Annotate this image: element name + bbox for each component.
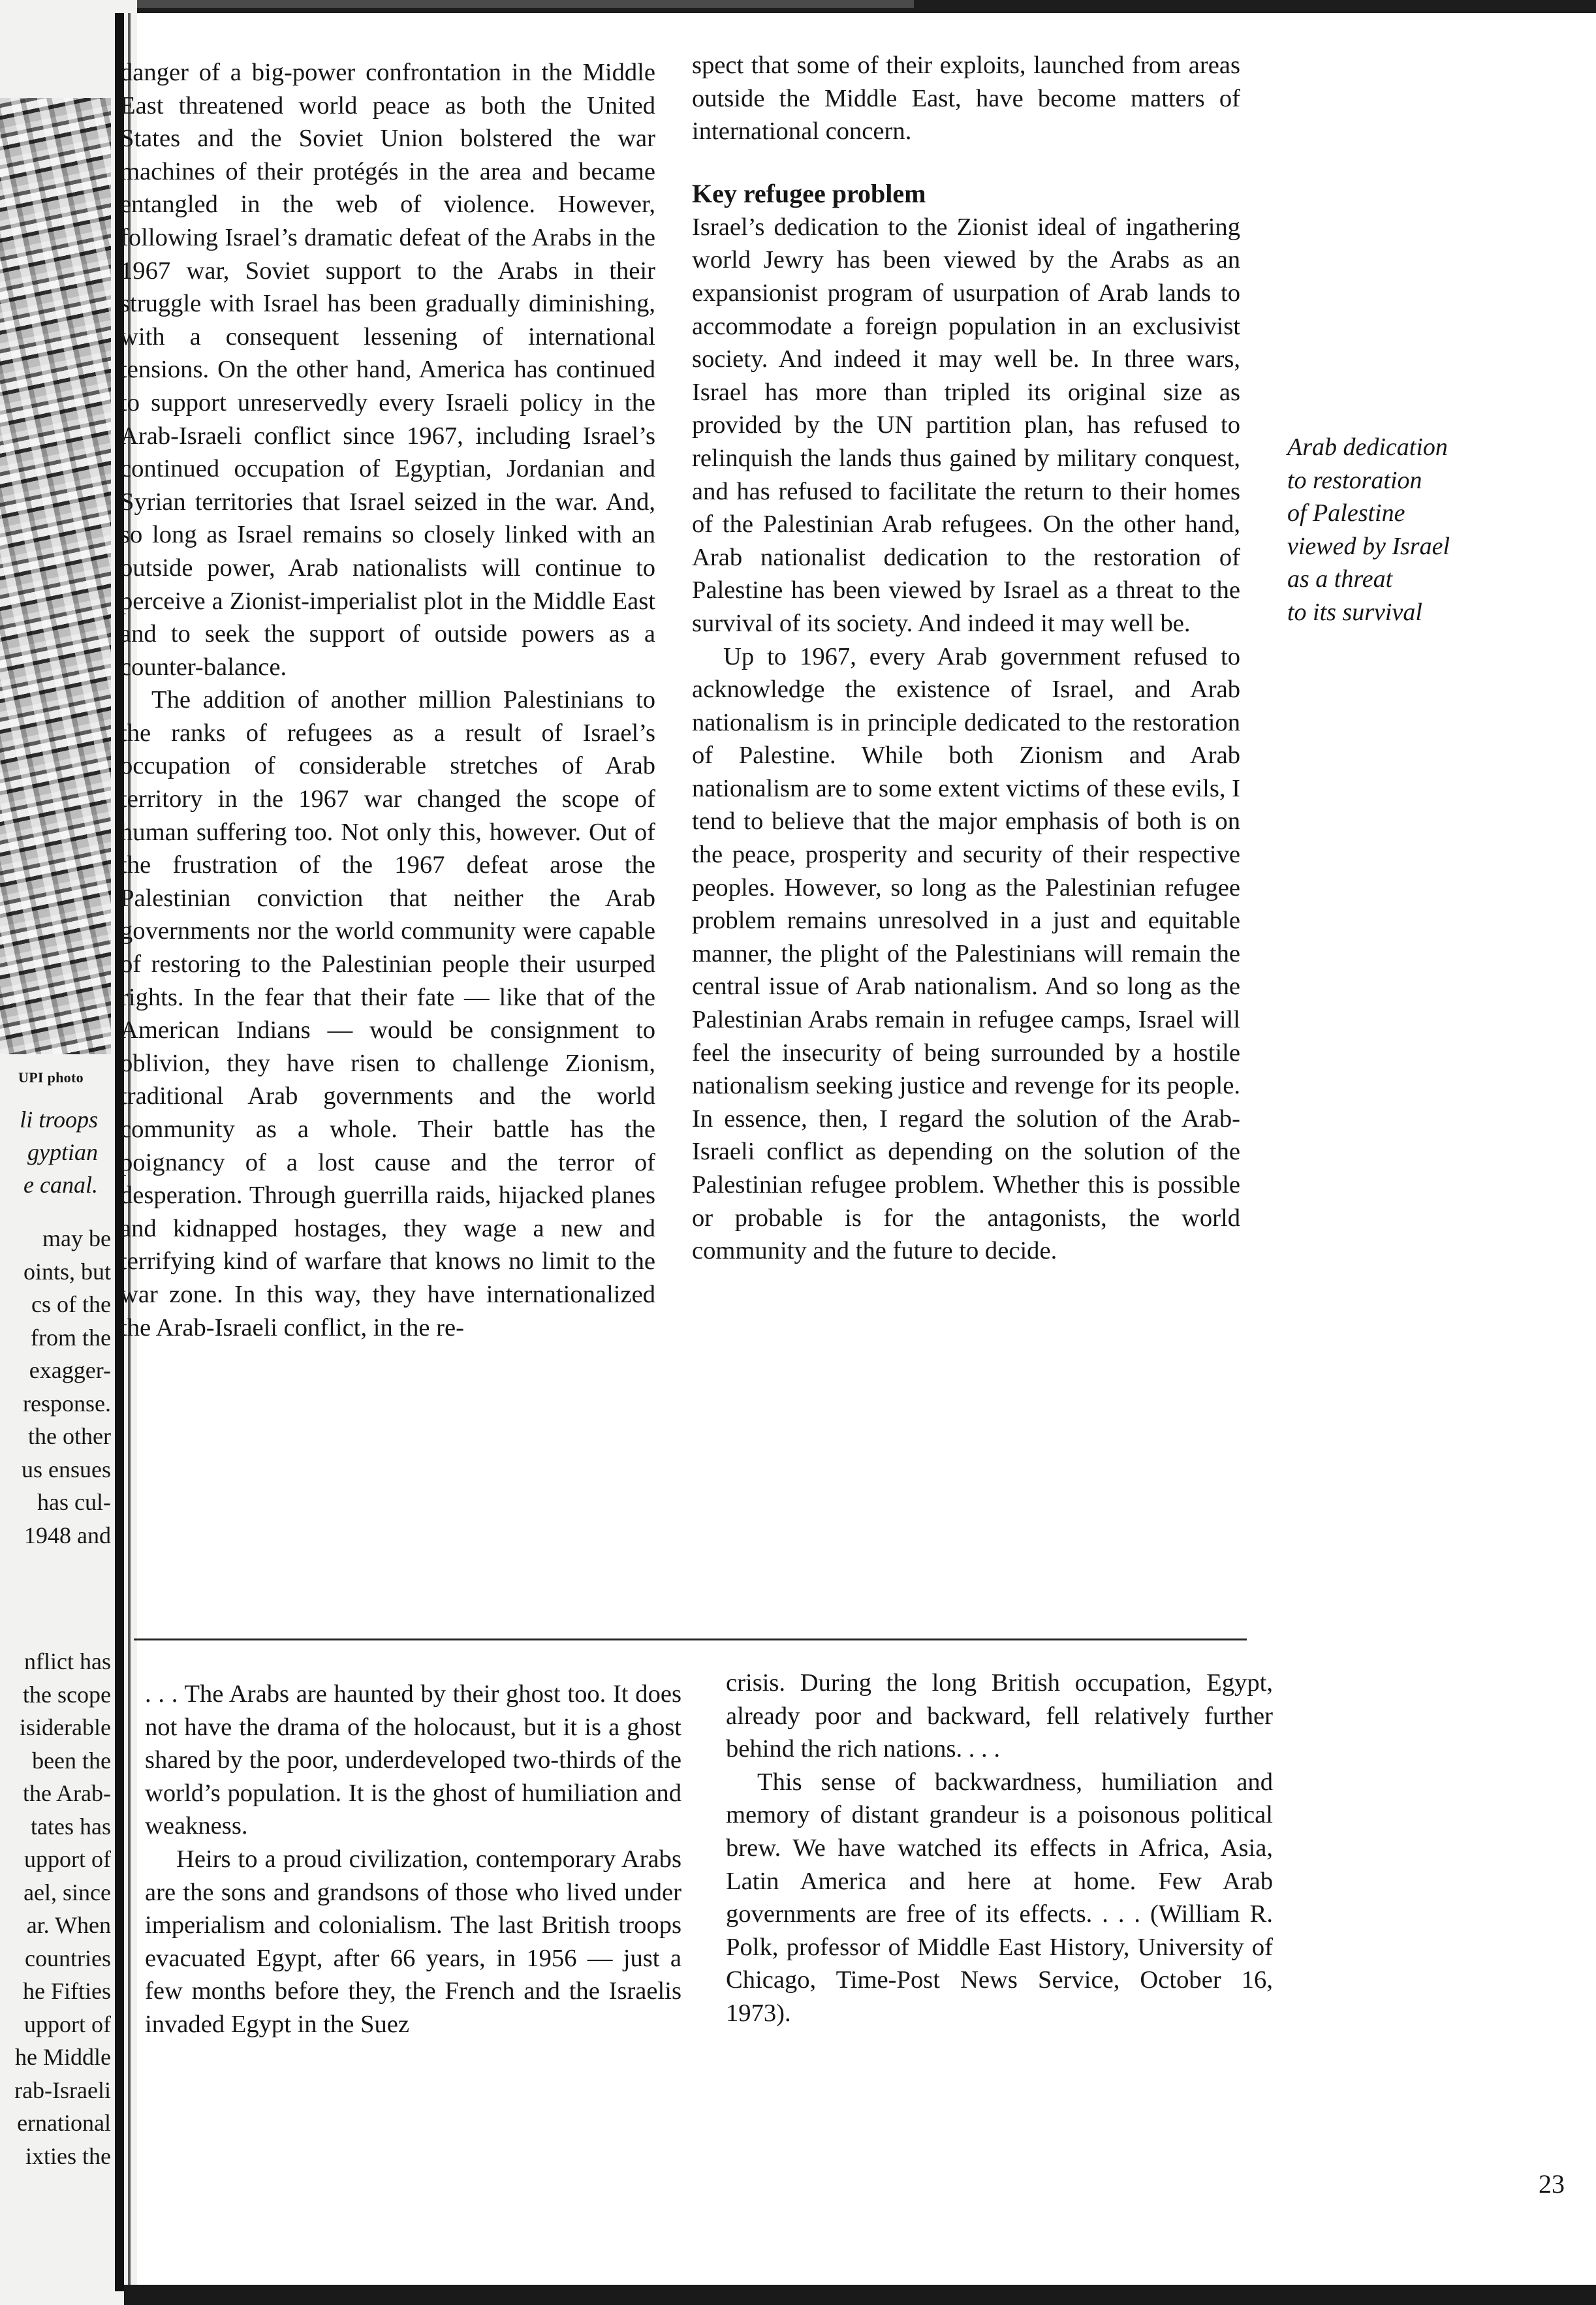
fragment-line: isiderable <box>20 1714 111 1740</box>
fragment-line: the Arab- <box>23 1780 111 1806</box>
fragment-line: has cul- <box>37 1489 111 1515</box>
quote-column-right <box>726 1667 1273 2030</box>
paragraph: danger of a big-power confrontation in the Middle East threatened world peace as both the United States and the Soviet Union bolstered the war machines of their protégés in the area and became entangled in the web of violence. However, following Israel’s dramatic defeat of the Arabs in the 1967 war, Soviet support to the Arabs in their struggle with Israel has been gradually diminishing, with a consequent lessening of international tensions. On the other hand, America has continued to support unreservedly every Israeli policy in the Arab-Israeli conflict since 1967, including Israel’s continued occupation of Egyptian, Jordanian and Syrian territories that Israel seized in the war. And, so long as Israel remains so closely linked with an outside power, Arab nationalists will continue to perceive a Zionist-imperialist plot in the Middle East and to seek the support of outside powers as a counter-balance. <box>120 59 655 681</box>
paragraph: . . . The Arabs are haunted by their ghost too. It does not have the drama of the holocaust, but it is a ghost shared by the poor, underdeveloped two-thirds of the world’s population. It is the ghost of humiliation and weakness. <box>145 1680 681 1840</box>
paragraph: The addition of another million Palestinians to the ranks of refugees as a result of Israel’s occupation of considerable stretches of Arab territory in the 1967 war changed the scope of human suffering too. Not only this, however. Out of the frustration of the 1967 defeat arose the Palestinian conviction that neither the Arab governments nor the world community were capable of restoring to the Palestinian people their usurped rights. In the fear that their fate — like that of the American Indians — would be consignment to oblivion, they have risen to challenge Zionism, traditional Arab governments and the world community as a whole. Their battle has the poignancy of a lost cause and the terror of desperation. Through guerrilla raids, hijacked planes and kidnapped hostages, they wage a new and terrifying kind of warfare that knows no limit to the war zone. In this way, they have internationalized the Arab-Israeli conflict, in the re- <box>120 686 655 1341</box>
paragraph: crisis. During the long British occupation, Egypt, already poor and backward, fell relatively further behind the rich nations. . . . <box>726 1669 1273 1763</box>
scan-bottom-edge <box>124 2285 1596 2305</box>
body-column-right <box>692 49 1240 1268</box>
fragment-line: tates has <box>31 1813 111 1840</box>
body-column-left <box>120 56 655 1344</box>
paragraph: Heirs to a proud civilization, contemporary Arabs are the sons and grandsons of those who lived under imperialism and colonialism. The last British troops evacuated Egypt, after 66 years, in 1956 — just a few months before they, the French and the Israelis invaded Egypt in the Suez <box>145 1845 681 2038</box>
facing-page-text-upper <box>0 1222 111 1552</box>
fragment-line: nflict has <box>24 1648 111 1674</box>
paragraph: Israel’s dedication to the Zionist ideal of ingathering world Jewry has been viewed by the Arabs as an expansionist program of usurpation of Arab lands to accommodate a foreign population in an exclusivist society. And indeed it may well be. In three wars, Israel has more than tripled its original size as provided by the UN partition plan, has refused to relinquish the lands thus gained by military conquest, and has refused to facilitate the return to their homes of the Palestinian Arab refugees. On the other hand, Arab nationalist dedication to the restoration of Palestine has been viewed by Israel as a threat to the survival of its society. And indeed it may well be. <box>692 213 1240 637</box>
fragment-line: countries <box>25 1945 111 1971</box>
fragment-line: he Fifties <box>23 1978 111 2004</box>
fragment-line: been the <box>32 1747 111 1774</box>
fragment-line: the scope <box>23 1681 111 1708</box>
fragment-line: may be <box>42 1225 111 1251</box>
caption-line: li troops <box>20 1106 98 1133</box>
facing-page-text-lower <box>0 1645 111 2172</box>
page-number: 23 <box>1539 2169 1565 2199</box>
facing-page-photo <box>0 98 111 1054</box>
fragment-line: upport of <box>24 2011 111 2037</box>
fragment-line: he Middle <box>15 2044 111 2070</box>
margin-pull-quote <box>1287 431 1503 629</box>
fragment-line: exagger- <box>29 1357 111 1383</box>
fragment-line: us ensues <box>22 1456 111 1482</box>
facing-page-caption <box>0 1103 98 1201</box>
fragment-line: the other <box>28 1423 111 1449</box>
photo-credit: UPI photo <box>18 1069 84 1086</box>
section-heading: Key refugee problem <box>692 178 926 208</box>
fragment-line: 1948 and <box>24 1522 111 1548</box>
paragraph: This sense of backwardness, humiliation and memory of distant grandeur is a poisonous political brew. We have watched its effects in Africa, Asia, Latin America and here at home. Few Arab governments are free of its effects. . . . (William R. Polk, professor of Middle East History, University of Chicago, Time-Post News Service, October 16, 1973). <box>726 1768 1273 2027</box>
fragment-line: from the <box>31 1324 111 1351</box>
scan-top-edge <box>0 0 1596 13</box>
fragment-line: upport of <box>24 1846 111 1872</box>
fragment-line: ernational <box>17 2110 111 2136</box>
paragraph: Up to 1967, every Arab government refused to acknowledge the existence of Israel, and Arab nationalism is in principle dedicated to the restoration of Palestine. While both Zionism and Arab nationalism are to some extent victims of these evils, I tend to believe that the major emphasis of both is on the peace, prosperity and security of their respective peoples. However, so long as the Palestinian refugee problem remains unresolved in a just and equitable manner, the plight of the Palestinians will remain the central issue of Arab nationalism. And so long as the Palestinian Arabs remain in refugee camps, Israel will feel the insecurity of being surrounded by a hostile nationalism seeking justice and revenge for its people. In essence, then, I regard the solution of the Arab-Israeli conflict as depending on the solution of the Palestinian refugee problem. Whether this is possible or probable is for the antagonists, the world community and the future to decide. <box>692 642 1240 1265</box>
pull-quote-line: viewed by Israel <box>1287 532 1450 560</box>
quote-column-left <box>145 1678 681 2041</box>
fragment-line: oints, but <box>23 1258 111 1285</box>
caption-line: e canal. <box>23 1172 98 1198</box>
pull-quote-line: as a threat <box>1287 565 1393 593</box>
fragment-line: cs of the <box>31 1291 111 1317</box>
pull-quote-line: Arab dedication <box>1287 433 1448 461</box>
pull-quote-line: to restoration <box>1287 466 1422 494</box>
pull-quote-line: of Palestine <box>1287 499 1405 527</box>
fragment-line: ael, since <box>23 1879 111 1905</box>
fragment-line: response. <box>23 1390 111 1417</box>
fragment-line: ixties the <box>25 2142 111 2169</box>
paragraph: spect that some of their exploits, launched from areas outside the Middle East, have become matters of international concern. <box>692 52 1240 146</box>
fragment-line: rab-Israeli <box>14 2077 111 2103</box>
pull-quote-line: to its survival <box>1287 598 1422 626</box>
caption-line: gyptian <box>27 1139 98 1165</box>
section-divider <box>134 1639 1247 1640</box>
fragment-line: ar. When <box>26 1912 111 1938</box>
